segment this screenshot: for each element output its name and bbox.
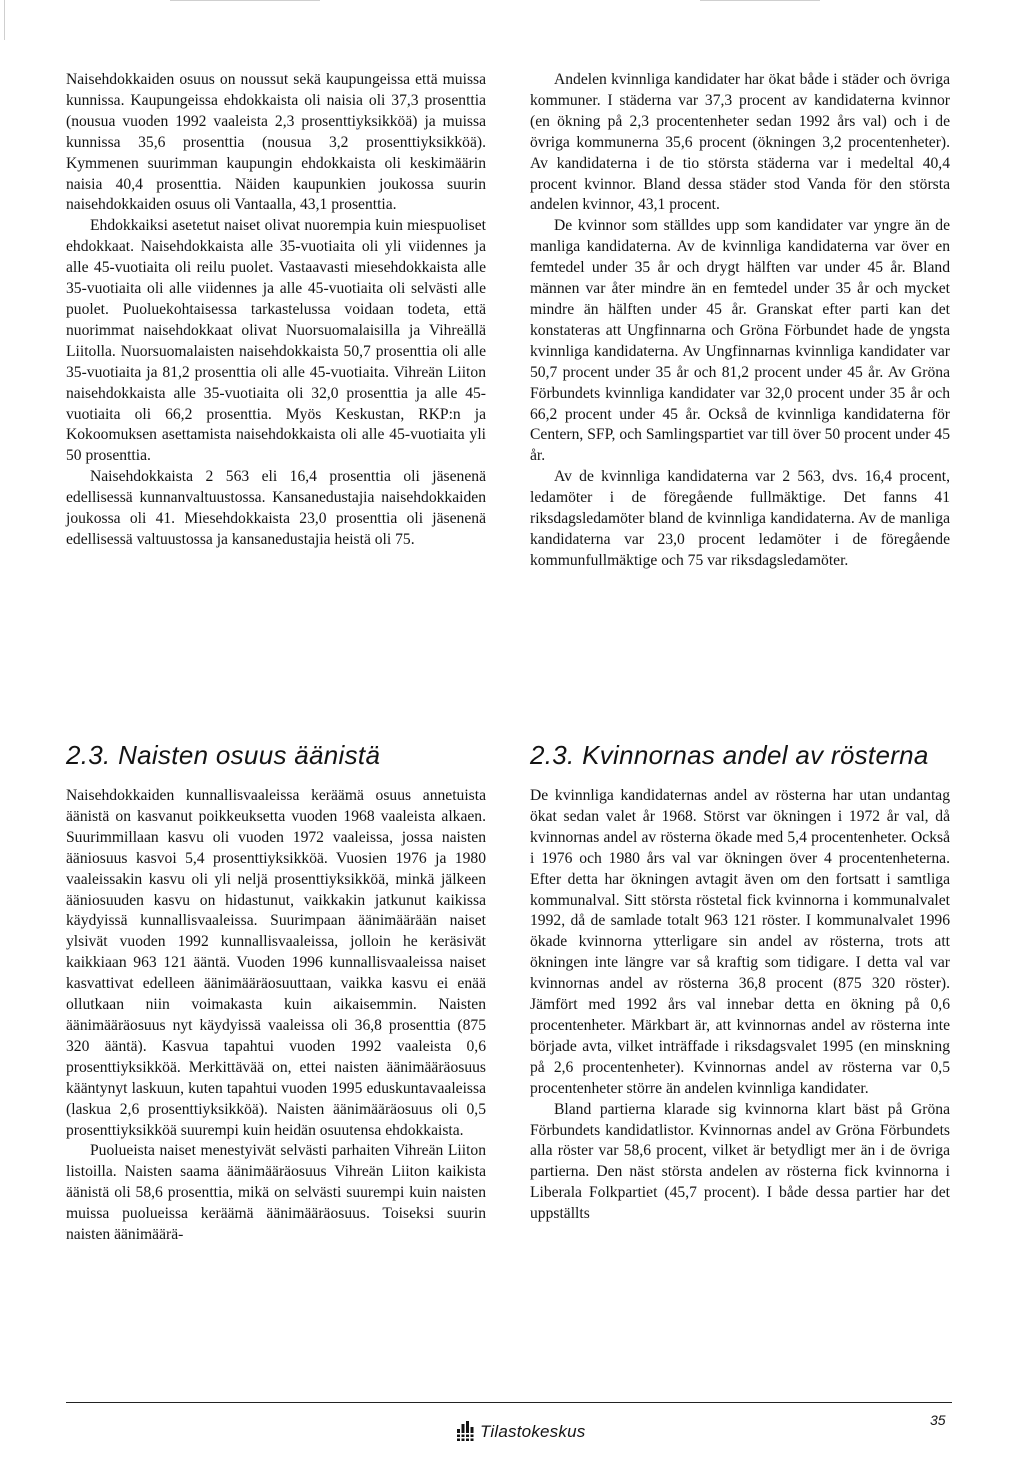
- page-number: 35: [930, 1412, 946, 1428]
- section-right-paragraph-2: Bland partierna klarade sig kvinnorna klart bäst på Gröna Förbundets kandidatlistor. Kvinnornas andel av Gröna Förbundets alla röster var 58,6 procent, vilket är betydligt mer än i de övriga partierna. Den näst största andelen av rösterna fick kvinnorna i Liberala Folkpartiet (45,7 procent). I både dessa partier har det uppställts: [530, 1100, 950, 1223]
- section-heading-sv: 2.3. Kvinnornas andel av rösterna: [530, 740, 929, 770]
- tilastokeskus-logo-icon: [456, 1421, 474, 1443]
- section-left-paragraph-2: Puolueista naiset menestyivät selvästi parhaiten Vihreän Liiton listoilla. Naisten saama äänimääräosuus Vihreän Liiton kaikista äänistä oli 58,6 prosenttia, mikä on selvästi suurempi kuin naisten muissa puolueissa keräämä äänimääräosuus. Toiseksi suurin naisten äänimäärä-: [66, 1142, 486, 1244]
- right-paragraph-3: Av de kvinnliga kandidaterna var 2 563, dvs. 16,4 procent, ledamöter i de föregående fullmäktige. Det fanns 41 riksdagsledamöter bland de kvinnliga kandidaterna. Av de manliga kandidaterna var 23,0 procent ledamöter i de föregående kommunfullmäktige och 75 var riksdagsledamöter.: [530, 468, 950, 569]
- scan-artifact-line: [170, 0, 320, 1]
- right-paragraph-2: De kvinnor som ställdes upp som kandidater var yngre än de manliga kandidaterna. Av de kvinnliga kandidaterna var över en femtedel under 35 år och drygt hälften var under 45 år. Bland männen var åter mindre än en femtedel under 35 år och mycket mindre än hälften under 45 år. Granskat efter parti kan det konstateras att Ungfinnarna och Gröna Förbundet hade de yngsta kvinnliga kandidaterna. Av Ungfinnarnas kvinnliga kandidater var 50,7 procent under 35 år och 81,2 procent under 45 år. Av Gröna Förbundets kvinnliga kandidater var 32,0 procent under 35 år och 66,2 procent under 45 år. Också de kvinnliga kandidaterna för Centern, SFP, och Samlingspartiet var till över 50 procent under 45 år.: [530, 217, 950, 465]
- section-left: [66, 740, 486, 1246]
- section-right: [530, 740, 950, 1225]
- section-right-paragraph-1: De kvinnliga kandidaternas andel av rösterna har utan undantag ökat sedan valet år 1968. Störst var ökningen i 1972 år val, då kvinnornas andel av rösterna ökade med 5,4 procentenheter. Också i 1976 och 1980 års val var ökningen över 4 procentenheterna. Efter detta har ökningen avtagit även om den fortsatt i samtliga kommunalval. Sitt största röstetal fick kvinnorna i kommunalvalet 1992, då de samlade totalt 963 121 röster. I kommunalvalet 1996 ökade kvinnorna ytterligare sin andel av rösterna, trots att ökningen inte längre var så kraftig som tidigare. I detta val var kvinnornas andel av rösterna 36,8 procent (875 320 röster). Jämfört med 1992 års val innebar detta en ökning på 0,6 procentenheter. Märkbart är, att kvinnornas andel av rösterna inte började avta, vilket inträffade i riksdagsvalet 1995 (en minskning på 2,6 procentenheter). Kvinnornas andel av rösterna var 0,5 procentenheter större än andelen kvinnliga kandidater.: [530, 787, 950, 1097]
- footer-logo-text: Tilastokeskus: [480, 1422, 586, 1441]
- section-left-paragraph-1: Naisehdokkaiden kunnallisvaaleissa keräämä osuus annetuista äänistä on kasvanut poikkeuksetta vuoden 1968 vaaleista alkaen. Suurimmillaan kasvu oli vuoden 1972 vaaleissa, jossa naisten ääniosuus kasvoi 5,4 prosenttiyksikköä. Vuosien 1976 ja 1980 vaaleissakin kasvu oli yli neljä prosenttiyksikköä, minkä jälkeen ääniosuuden kasvu on hidastunut, vaikkakin jatkunut kaikissa käydyissä kunnallisvaaleissa. Suurimpaan äänimäärään naiset ylsivät vuoden 1992 kunnallisvaaleissa, jolloin he keräsivät kaikkiaan 963 121 ääntä. Vuoden 1996 kunnallisvaaleissa naiset kasvattivat edelleen äänimääräosuuttaan, vaikka kasvu ei enää ollutkaan niin voimakasta kuin aikaisemmin. Naisten äänimääräosuus nyt käydyissä vaaleissa oli 36,8 prosenttia (875 320 ääntä). Kasvua tapahtui vuoden 1992 vaaleista 0,6 prosenttiyksikköä. Merkittävää on, ettei naisten äänimääräosuus kääntynyt laskuun, kuten tapahtui vuoden 1995 eduskuntavaaleissa (laskua 2,6 prosenttiyksikköä). Naisten äänimääräosuus oli 0,5 prosenttiyksikköä suurempi kuin heidän osuutensa ehdokkaista.: [66, 787, 486, 1139]
- right-column: [530, 70, 950, 572]
- right-paragraph-1: Andelen kvinnliga kandidater har ökat både i städer och övriga kommuner. I städerna var 37,3 procent av kandidaterna kvinnor (en ökning på 2,3 procentenheter sedan 1992 års val) och i de övriga kommunerna 35,6 procent (ökningen 3,2 procentenheter). Av kandidaterna i de tio största städerna var i medeltal 40,4 procent kvinnor. Bland dessa städer stod Vanda för den största andelen kvinnor, 43,1 procent.: [530, 71, 950, 214]
- scan-artifact-line: [700, 0, 820, 1]
- left-paragraph-3: Naisehdokkaista 2 563 eli 16,4 prosenttia oli jäsenenä edellisessä kunnanvaltuustossa. Kansanedustajia naisehdokkaiden joukossa oli 41. Miesehdokkaista 23,0 prosenttia oli jäsenenä edellisessä valtuustossa ja kansanedustajia heistä oli 75.: [66, 468, 486, 548]
- left-paragraph-1: Naisehdokkaiden osuus on noussut sekä kaupungeissa että muissa kunnissa. Kaupungeissa ehdokkaista oli naisia oli 37,3 prosenttia (nousua vuoden 1992 vaaleista 2,3 prosenttiyksikköä) ja muissa kunnissa 35,6 prosenttia (nousua 3,2 prosenttiyksikköä). Kymmenen suurimman kaupungin ehdokkaista oli keskimäärin naisia 40,4 prosenttia. Näiden kaupunkien joukossa suurin naisehdokkaiden osuus oli Vantaalla, 43,1 prosenttia.: [66, 71, 486, 214]
- footer-rule: [66, 1402, 952, 1403]
- section-heading-fi: 2.3. Naisten osuus äänistä: [66, 740, 381, 770]
- scan-artifact-line: [4, 0, 5, 40]
- left-column: [66, 70, 486, 551]
- footer-logo: [456, 1421, 585, 1443]
- left-paragraph-2: Ehdokkaiksi asetetut naiset olivat nuorempia kuin miespuoliset ehdokkaat. Naisehdokkaista alle 35-vuotiaita oli yli viidennes ja alle 45-vuotiaita oli reilu puolet. Vastaavasti miesehdokkaista alle 35-vuotiaita oli alle viidennes ja alle 45-vuotiaita oli selvästi alle puolet. Puoluekohtaisessa tarkastelussa voidaan todeta, että nuorimmat naisehdokkaat olivat Nuorsuomalaisilla ja Vihreällä Liitolla. Nuorsuomalaisten naisehdokkaista 50,7 prosenttia oli alle 35-vuotiaita ja 81,2 prosenttia oli alle 45-vuotiaita. Vihreän Liiton naisehdokkaista alle 35-vuotiaita oli 32,0 prosenttia ja alle 45-vuotiaita oli 66,2 prosenttia. Myös Keskustan, RKP:n ja Kokoomuksen asettamista naisehdokkaista oli alle 45-vuotiaita yli 50 prosenttia.: [66, 217, 486, 465]
